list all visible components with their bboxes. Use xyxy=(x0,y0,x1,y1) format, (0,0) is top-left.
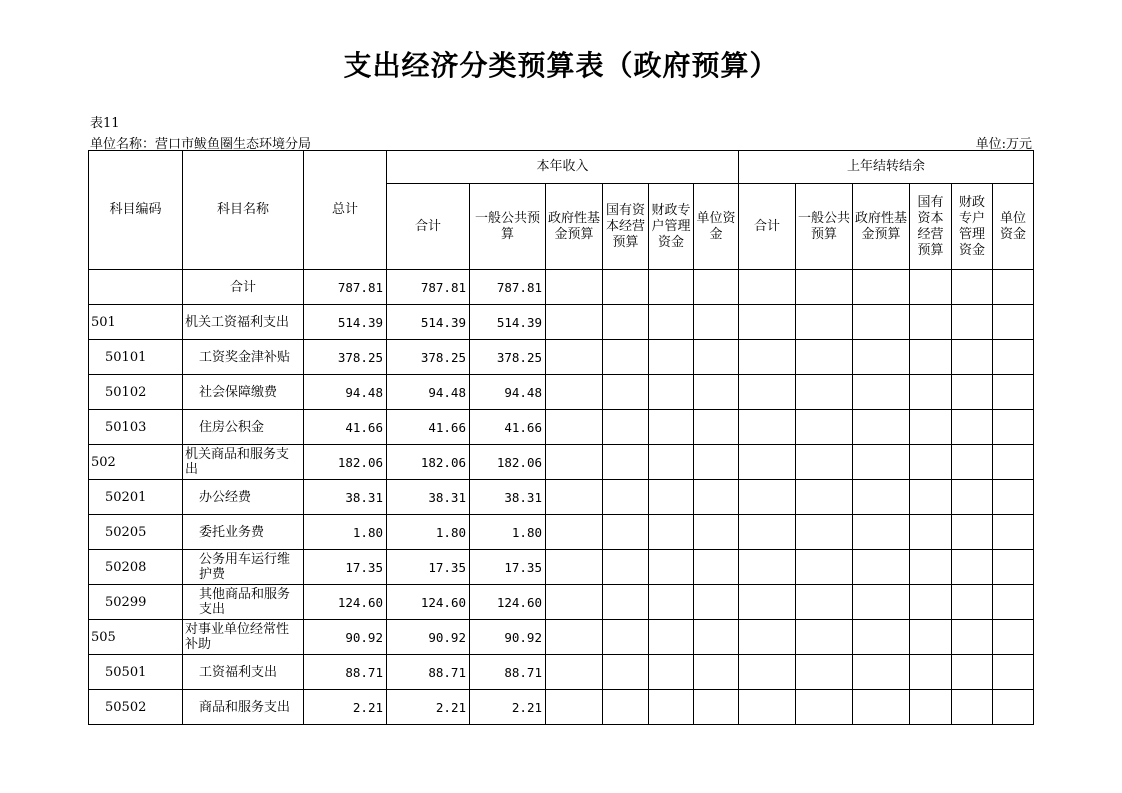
empty-cell xyxy=(910,480,952,515)
header-current-special-account: 财政专户管理资金 xyxy=(649,184,694,270)
table-row xyxy=(89,270,1034,305)
empty-cell xyxy=(796,550,853,585)
row-name: 社会保障缴费 xyxy=(183,375,304,410)
empty-cell xyxy=(546,375,603,410)
row-current-sum: 182.06 xyxy=(387,445,470,480)
row-code: 505 xyxy=(89,620,183,655)
empty-cell xyxy=(739,340,796,375)
table-row xyxy=(89,690,1034,725)
row-total: 2.21 xyxy=(304,690,387,725)
row-total: 182.06 xyxy=(304,445,387,480)
row-name: 办公经费 xyxy=(183,480,304,515)
row-current-sum: 124.60 xyxy=(387,585,470,620)
empty-cell xyxy=(853,550,910,585)
empty-cell xyxy=(993,305,1034,340)
empty-cell xyxy=(546,340,603,375)
row-name: 公务用车运行维护费 xyxy=(183,550,304,585)
row-code xyxy=(89,270,183,305)
empty-cell xyxy=(603,480,649,515)
empty-cell xyxy=(649,340,694,375)
empty-cell xyxy=(993,690,1034,725)
empty-cell xyxy=(603,270,649,305)
empty-cell xyxy=(649,655,694,690)
empty-cell xyxy=(546,585,603,620)
empty-cell xyxy=(910,410,952,445)
empty-cell xyxy=(603,515,649,550)
row-total: 90.92 xyxy=(304,620,387,655)
row-current-general: 2.21 xyxy=(470,690,546,725)
row-code: 50101 xyxy=(89,340,183,375)
row-total: 787.81 xyxy=(304,270,387,305)
table-row xyxy=(89,550,1034,585)
empty-cell xyxy=(694,550,739,585)
empty-cell xyxy=(649,445,694,480)
header-current-fund: 政府性基金预算 xyxy=(546,184,603,270)
table-number: 表11 xyxy=(90,116,120,131)
unit-name: 单位名称：营口市鲅鱼圈生态环境分局 xyxy=(90,137,312,152)
row-name: 其他商品和服务支出 xyxy=(183,585,304,620)
header-carry-sum: 合计 xyxy=(739,184,796,270)
unit-label: 单位:万元 xyxy=(975,137,1032,152)
row-name: 合计 xyxy=(183,270,304,305)
table-row xyxy=(89,340,1034,375)
row-current-sum: 787.81 xyxy=(387,270,470,305)
empty-cell xyxy=(910,515,952,550)
table-row xyxy=(89,480,1034,515)
header-carry-fund: 政府性基金预算 xyxy=(853,184,910,270)
empty-cell xyxy=(649,515,694,550)
empty-cell xyxy=(796,375,853,410)
table-row xyxy=(89,305,1034,340)
empty-cell xyxy=(853,410,910,445)
row-name: 对事业单位经常性补助 xyxy=(183,620,304,655)
empty-cell xyxy=(694,375,739,410)
table-row xyxy=(89,585,1034,620)
row-current-sum: 90.92 xyxy=(387,620,470,655)
header-total: 总计 xyxy=(304,151,387,270)
empty-cell xyxy=(952,620,993,655)
empty-cell xyxy=(910,620,952,655)
header-carry-general: 一般公共预算 xyxy=(796,184,853,270)
row-current-sum: 378.25 xyxy=(387,340,470,375)
table-row xyxy=(89,515,1034,550)
empty-cell xyxy=(952,410,993,445)
header-current-state-capital: 国有资本经营预算 xyxy=(603,184,649,270)
empty-cell xyxy=(546,410,603,445)
empty-cell xyxy=(853,620,910,655)
row-code: 502 xyxy=(89,445,183,480)
empty-cell xyxy=(952,690,993,725)
empty-cell xyxy=(603,550,649,585)
empty-cell xyxy=(910,445,952,480)
row-current-sum: 1.80 xyxy=(387,515,470,550)
empty-cell xyxy=(739,270,796,305)
empty-cell xyxy=(952,375,993,410)
row-code: 501 xyxy=(89,305,183,340)
empty-cell xyxy=(796,690,853,725)
row-total: 94.48 xyxy=(304,375,387,410)
empty-cell xyxy=(603,445,649,480)
row-code: 50501 xyxy=(89,655,183,690)
empty-cell xyxy=(952,305,993,340)
empty-cell xyxy=(993,410,1034,445)
empty-cell xyxy=(603,340,649,375)
row-name: 住房公积金 xyxy=(183,410,304,445)
row-current-sum: 94.48 xyxy=(387,375,470,410)
empty-cell xyxy=(739,550,796,585)
empty-cell xyxy=(739,655,796,690)
row-name: 商品和服务支出 xyxy=(183,690,304,725)
empty-cell xyxy=(853,305,910,340)
empty-cell xyxy=(739,375,796,410)
empty-cell xyxy=(796,305,853,340)
empty-cell xyxy=(796,620,853,655)
empty-cell xyxy=(910,375,952,410)
row-code: 50102 xyxy=(89,375,183,410)
empty-cell xyxy=(952,550,993,585)
empty-cell xyxy=(546,445,603,480)
row-name: 工资福利支出 xyxy=(183,655,304,690)
empty-cell xyxy=(910,550,952,585)
empty-cell xyxy=(649,410,694,445)
empty-cell xyxy=(546,620,603,655)
empty-cell xyxy=(546,270,603,305)
row-code: 50299 xyxy=(89,585,183,620)
empty-cell xyxy=(952,445,993,480)
empty-cell xyxy=(739,620,796,655)
empty-cell xyxy=(739,690,796,725)
row-current-general: 787.81 xyxy=(470,270,546,305)
empty-cell xyxy=(993,270,1034,305)
empty-cell xyxy=(694,410,739,445)
empty-cell xyxy=(796,410,853,445)
row-code: 50502 xyxy=(89,690,183,725)
row-total: 88.71 xyxy=(304,655,387,690)
empty-cell xyxy=(649,690,694,725)
row-current-general: 88.71 xyxy=(470,655,546,690)
header-carryover: 上年结转结余 xyxy=(739,151,1034,184)
empty-cell xyxy=(603,585,649,620)
row-total: 1.80 xyxy=(304,515,387,550)
empty-cell xyxy=(952,585,993,620)
empty-cell xyxy=(694,515,739,550)
row-current-general: 41.66 xyxy=(470,410,546,445)
empty-cell xyxy=(853,445,910,480)
row-current-sum: 17.35 xyxy=(387,550,470,585)
row-total: 17.35 xyxy=(304,550,387,585)
empty-cell xyxy=(952,340,993,375)
empty-cell xyxy=(649,270,694,305)
empty-cell xyxy=(993,480,1034,515)
empty-cell xyxy=(853,340,910,375)
row-total: 514.39 xyxy=(304,305,387,340)
empty-cell xyxy=(993,375,1034,410)
empty-cell xyxy=(603,655,649,690)
empty-cell xyxy=(649,305,694,340)
table-row xyxy=(89,410,1034,445)
row-current-sum: 38.31 xyxy=(387,480,470,515)
row-current-sum: 514.39 xyxy=(387,305,470,340)
row-name: 委托业务费 xyxy=(183,515,304,550)
row-total: 378.25 xyxy=(304,340,387,375)
header-current-sum: 合计 xyxy=(387,184,470,270)
header-current-unit-funds: 单位资金 xyxy=(694,184,739,270)
empty-cell xyxy=(694,585,739,620)
row-current-general: 124.60 xyxy=(470,585,546,620)
header-current-year: 本年收入 xyxy=(387,151,739,184)
empty-cell xyxy=(993,340,1034,375)
empty-cell xyxy=(853,585,910,620)
header-code: 科目编码 xyxy=(89,151,183,270)
empty-cell xyxy=(603,305,649,340)
row-current-general: 514.39 xyxy=(470,305,546,340)
row-current-general: 17.35 xyxy=(470,550,546,585)
table-row xyxy=(89,375,1034,410)
empty-cell xyxy=(603,690,649,725)
empty-cell xyxy=(853,375,910,410)
row-current-sum: 41.66 xyxy=(387,410,470,445)
empty-cell xyxy=(649,480,694,515)
row-total: 38.31 xyxy=(304,480,387,515)
empty-cell xyxy=(853,480,910,515)
empty-cell xyxy=(910,270,952,305)
table-row xyxy=(89,655,1034,690)
row-current-general: 38.31 xyxy=(470,480,546,515)
empty-cell xyxy=(694,480,739,515)
row-current-sum: 88.71 xyxy=(387,655,470,690)
empty-cell xyxy=(694,690,739,725)
row-current-general: 182.06 xyxy=(470,445,546,480)
row-current-general: 378.25 xyxy=(470,340,546,375)
empty-cell xyxy=(796,480,853,515)
header-carry-unit-funds: 单位资金 xyxy=(993,184,1034,270)
empty-cell xyxy=(796,340,853,375)
empty-cell xyxy=(603,375,649,410)
row-name: 机关商品和服务支出 xyxy=(183,445,304,480)
page-title: 支出经济分类预算表（政府预算） xyxy=(343,49,779,82)
empty-cell xyxy=(546,655,603,690)
empty-cell xyxy=(694,305,739,340)
empty-cell xyxy=(649,550,694,585)
empty-cell xyxy=(546,550,603,585)
empty-cell xyxy=(739,410,796,445)
row-name: 机关工资福利支出 xyxy=(183,305,304,340)
row-total: 124.60 xyxy=(304,585,387,620)
empty-cell xyxy=(796,445,853,480)
table-row xyxy=(89,445,1034,480)
empty-cell xyxy=(546,690,603,725)
header-name: 科目名称 xyxy=(183,151,304,270)
empty-cell xyxy=(796,585,853,620)
empty-cell xyxy=(546,305,603,340)
empty-cell xyxy=(993,620,1034,655)
empty-cell xyxy=(739,585,796,620)
row-total: 41.66 xyxy=(304,410,387,445)
empty-cell xyxy=(796,270,853,305)
empty-cell xyxy=(853,690,910,725)
empty-cell xyxy=(993,515,1034,550)
empty-cell xyxy=(796,655,853,690)
empty-cell xyxy=(694,445,739,480)
row-current-sum: 2.21 xyxy=(387,690,470,725)
empty-cell xyxy=(694,655,739,690)
empty-cell xyxy=(649,620,694,655)
empty-cell xyxy=(546,480,603,515)
header-current-general: 一般公共预算 xyxy=(470,184,546,270)
empty-cell xyxy=(910,585,952,620)
empty-cell xyxy=(910,690,952,725)
header-carry-special-account: 财政专户管理资金 xyxy=(952,184,993,270)
empty-cell xyxy=(910,655,952,690)
empty-cell xyxy=(993,550,1034,585)
empty-cell xyxy=(649,375,694,410)
empty-cell xyxy=(952,480,993,515)
empty-cell xyxy=(993,585,1034,620)
empty-cell xyxy=(952,270,993,305)
row-code: 50201 xyxy=(89,480,183,515)
empty-cell xyxy=(910,340,952,375)
row-name: 工资奖金津补贴 xyxy=(183,340,304,375)
empty-cell xyxy=(910,305,952,340)
empty-cell xyxy=(952,655,993,690)
empty-cell xyxy=(796,515,853,550)
empty-cell xyxy=(694,270,739,305)
empty-cell xyxy=(603,410,649,445)
empty-cell xyxy=(993,445,1034,480)
empty-cell xyxy=(739,445,796,480)
table-row xyxy=(89,620,1034,655)
row-current-general: 94.48 xyxy=(470,375,546,410)
budget-table xyxy=(88,150,1034,725)
empty-cell xyxy=(546,515,603,550)
empty-cell xyxy=(739,515,796,550)
header-carry-state-capital: 国有资本经营预算 xyxy=(910,184,952,270)
empty-cell xyxy=(853,270,910,305)
empty-cell xyxy=(649,585,694,620)
row-current-general: 90.92 xyxy=(470,620,546,655)
empty-cell xyxy=(853,655,910,690)
row-current-general: 1.80 xyxy=(470,515,546,550)
row-code: 50103 xyxy=(89,410,183,445)
empty-cell xyxy=(694,340,739,375)
empty-cell xyxy=(853,515,910,550)
row-code: 50205 xyxy=(89,515,183,550)
row-code: 50208 xyxy=(89,550,183,585)
empty-cell xyxy=(603,620,649,655)
empty-cell xyxy=(739,480,796,515)
empty-cell xyxy=(739,305,796,340)
empty-cell xyxy=(993,655,1034,690)
empty-cell xyxy=(694,620,739,655)
empty-cell xyxy=(952,515,993,550)
